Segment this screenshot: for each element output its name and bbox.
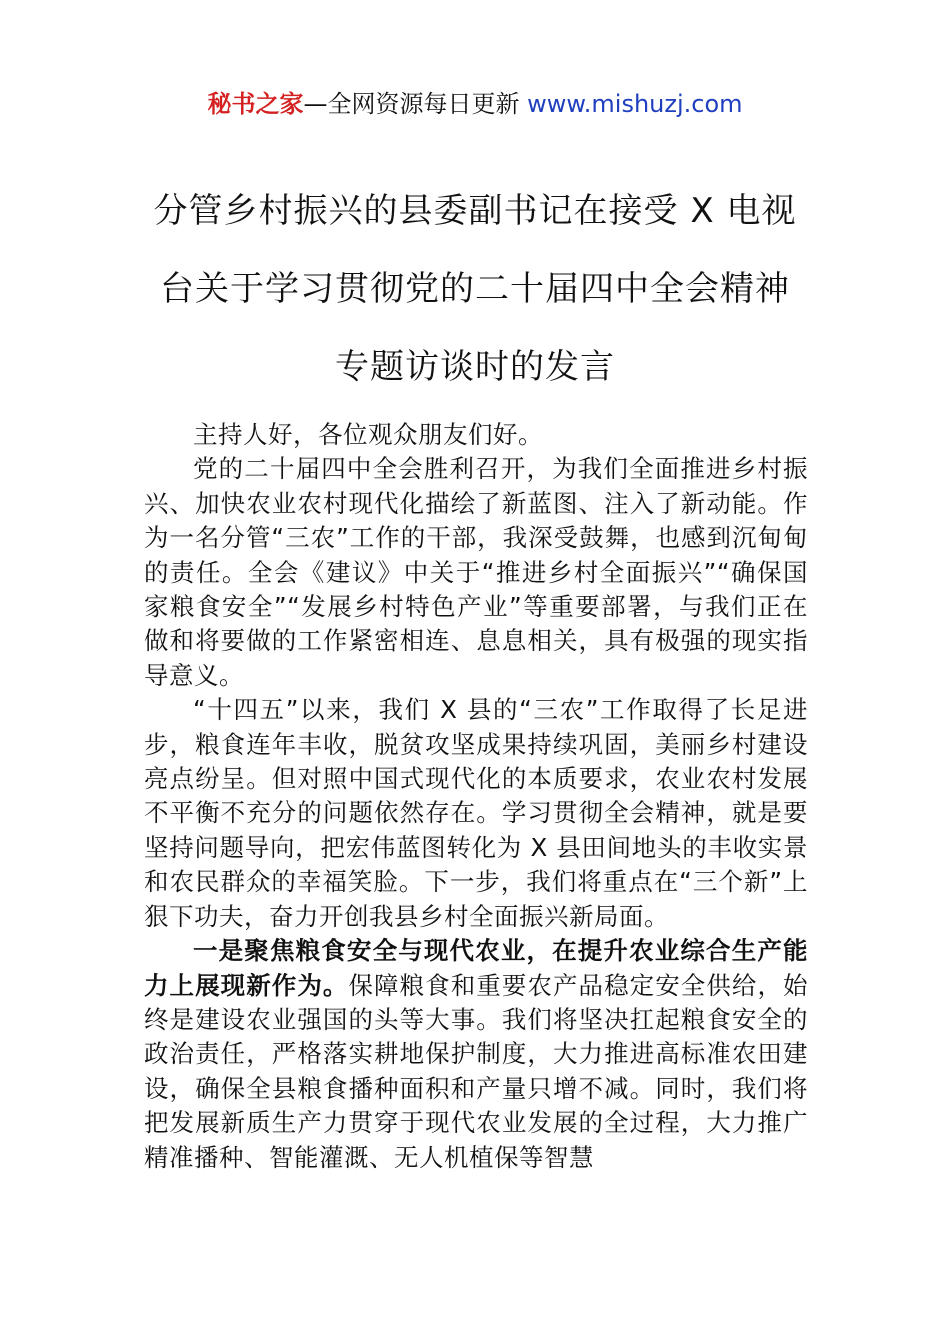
site-url-link[interactable]: www.mishuzj.com: [527, 90, 743, 118]
title-line-3: 专题访谈时的发言: [335, 347, 615, 387]
document-title: [130, 172, 820, 406]
paragraph-plenum-intro: 党的二十届四中全会胜利召开，为我们全面推进乡村振兴、加快农业农村现代化描绘了新蓝图、注入了新动能。作为一名分管“三农”工作的干部，我深受鼓舞，也感到沉甸甸的责任。全会《建议》中关于“推进乡村全面振兴”“确保国家粮食安全”“发展乡村特色产业”等重要部署，与我们正在做和将要做的工作紧密相连、息息相关，具有极强的现实指导意义。: [144, 454, 808, 690]
brand-name: 秘书之家: [207, 90, 304, 118]
header-slogan: —全网资源每日更新: [303, 90, 528, 118]
point-one-text: 保障粮食和重要农产品稳定安全供给，始终是建设农业强国的头等大事。我们将坚决扛起粮食安全的政治责任，严格落实耕地保护制度，大力推进高标准农田建设，确保全县粮食播种面积和产量只增不减。同时，我们将把发展新质生产力贯穿于现代农业发展的全过程，大力推广精准播种、智能灌溉、无人机植保等智慧: [144, 970, 809, 1172]
site-header: [0, 86, 950, 122]
paragraph-county-progress: “十四五”以来，我们 X 县的“三农”工作取得了长足进步，粮食连年丰收，脱贫攻坚成果持续巩固，美丽乡村建设亮点纷呈。但对照中国式现代化的本质要求，农业农村发展不平衡不充分的问题依然存在。学习贯彻全会精神，就是要坚持问题导向，把宏伟蓝图转化为 X 县田间地头的丰收实景和农民群众的幸福笑脸。下一步，我们将重点在“三个新”上狠下功夫，奋力开创我县乡村全面振兴新局面。: [144, 695, 808, 931]
paragraph-point-one: [144, 934, 808, 1175]
document-body: [144, 418, 808, 1175]
title-line-2: 台关于学习贯彻党的二十届四中全会精神: [160, 269, 790, 309]
paragraph-greeting: 主持人好，各位观众朋友们好。: [193, 420, 543, 449]
title-line-1: 分管乡村振兴的县委副书记在接受 X 电视: [153, 191, 797, 231]
point-one-heading: 一是聚焦粮食安全与现代农业，在提升农业综合生产能力上展现新作为。: [144, 936, 808, 1000]
